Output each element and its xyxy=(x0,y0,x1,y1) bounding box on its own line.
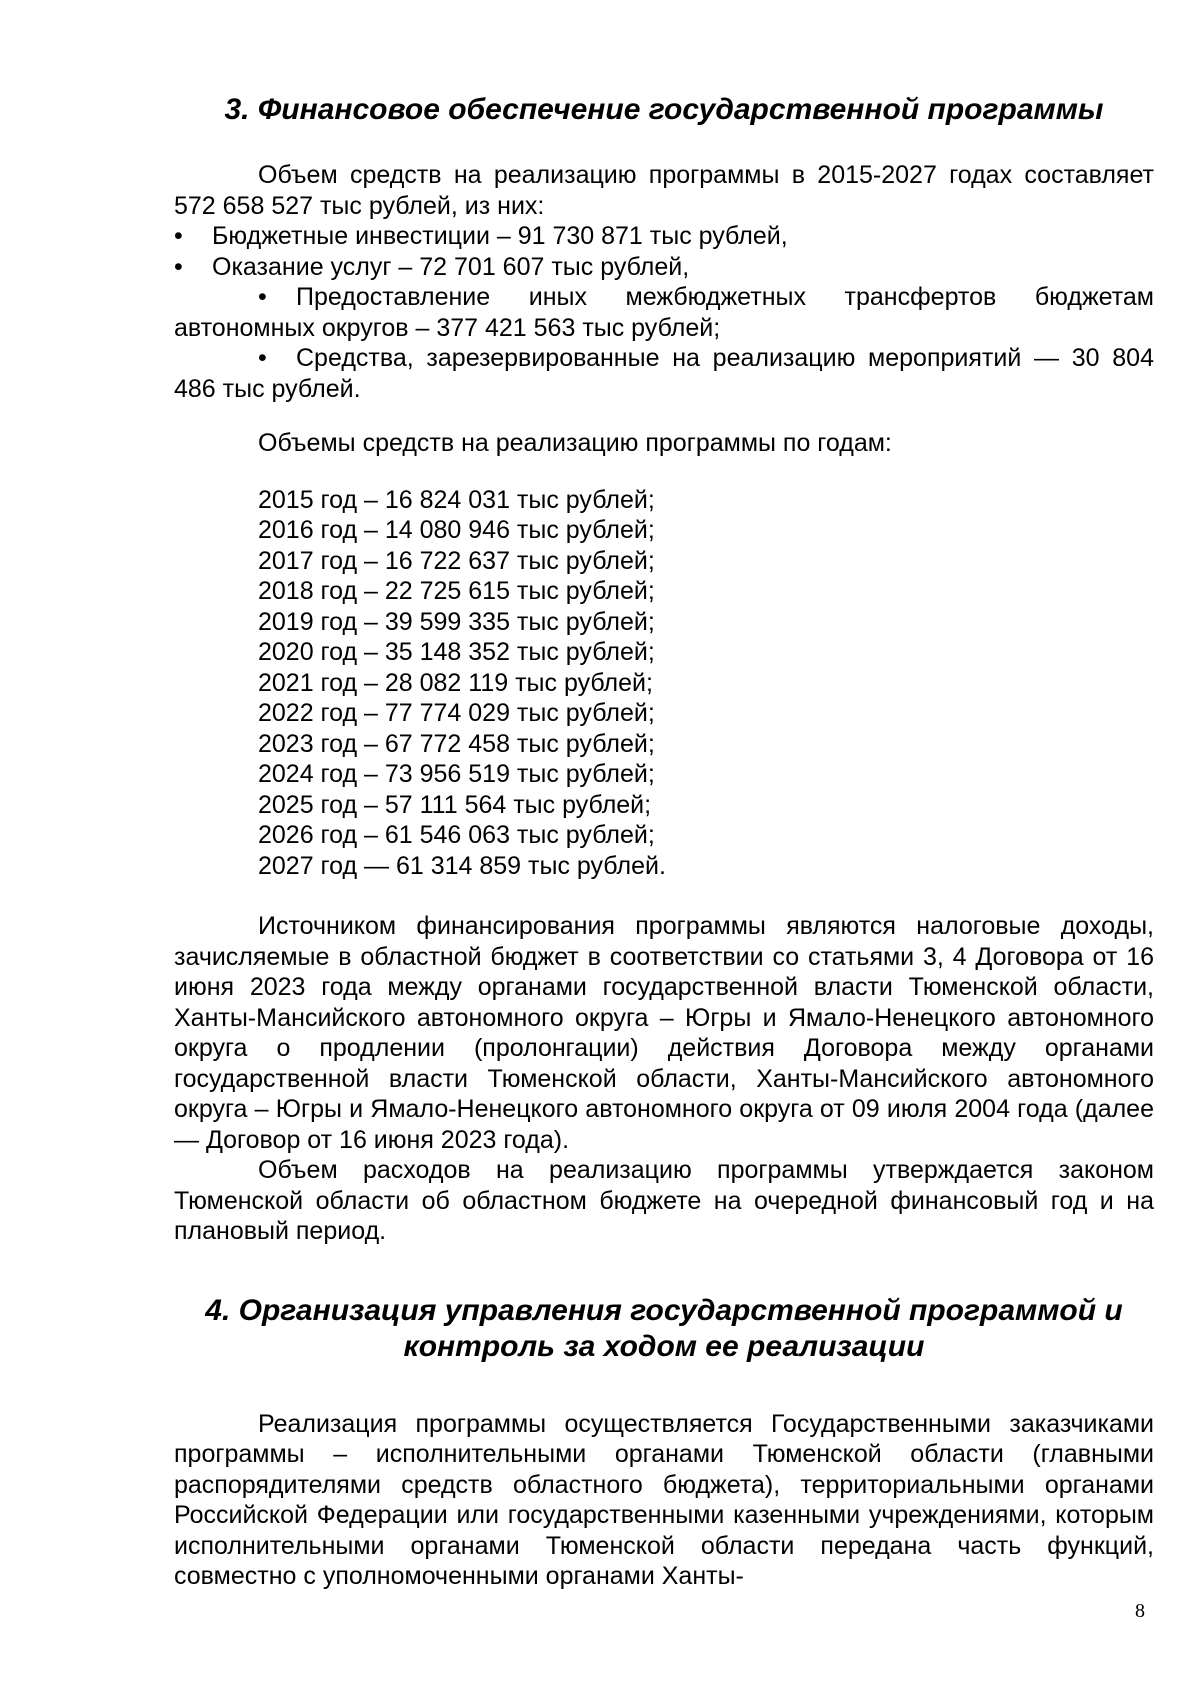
list-item-text: Оказание услуг – 72 701 607 тыс рублей, xyxy=(212,252,690,281)
year-row: 2025 год – 57 111 564 тыс рублей; xyxy=(258,790,652,819)
list-item-text: Бюджетные инвестиции – 91 730 871 тыс рублей, xyxy=(212,222,788,250)
bullet-icon: • xyxy=(258,283,267,311)
bullet-icon: • xyxy=(174,252,183,281)
funding-structure-list xyxy=(174,221,1154,404)
year-row: 2020 год – 35 148 352 тыс рублей; xyxy=(258,638,655,666)
year-row: 2019 год – 39 599 335 тыс рублей; xyxy=(258,607,655,636)
year-row: 2017 год – 16 722 637 тыс рублей; xyxy=(258,546,655,575)
year-row: 2015 год – 16 824 031 тыс рублей; xyxy=(258,485,655,514)
year-row: 2016 год – 14 080 946 тыс рублей; xyxy=(258,516,655,544)
page-number: 8 xyxy=(1135,1600,1145,1622)
bullet-icon: • xyxy=(174,222,183,250)
year-row: 2027 год — 61 314 859 тыс рублей. xyxy=(258,851,666,880)
year-row: 2026 год – 61 546 063 тыс рублей; xyxy=(258,821,655,849)
section-4-paragraph: Реализация программы осуществляется Государственными заказчиками программы – исполнительными органами Тюменской области (главными распорядителями средств областного бюджета), территориальными органами Российской Федерации или государственными казенными учреждениями, которым исполнительными органами Тюменской области передана часть функций, совместно с уполномоченными органами Ханты- xyxy=(174,1409,1154,1590)
year-row: 2024 год – 73 956 519 тыс рублей; xyxy=(258,760,655,788)
section-3-intro: Объем средств на реализацию программы в 2015-2027 годах составляет 572 658 527 тыс рублей, из них: xyxy=(174,161,1154,220)
list-item-text: Средства, зарезервированные на реализацию мероприятий — 30 804 486 тыс рублей. xyxy=(174,344,1154,403)
list-item xyxy=(174,221,1154,252)
year-row: 2018 год – 22 725 615 тыс рублей; xyxy=(258,577,655,605)
funding-by-year-list xyxy=(174,485,1154,882)
list-item xyxy=(174,343,1154,404)
expense-paragraph: Объем расходов на реализацию программы утверждается законом Тюменской области об областном бюджете на очередной финансовый год и на плановый период. xyxy=(174,1156,1154,1245)
list-item-text: Предоставление иных межбюджетных трансфертов бюджетам автономных округов – 377 421 563 тыс рублей; xyxy=(174,283,1154,342)
year-row: 2023 год – 67 772 458 тыс рублей; xyxy=(258,729,655,758)
year-row: 2021 год – 28 082 119 тыс рублей; xyxy=(258,668,653,697)
funding-source-paragraph: Источником финансирования программы являются налоговые доходы, зачисляемые в областной бюджет в соответствии со статьями 3, 4 Договора от 16 июня 2023 года между органами государственной власти Тюменской области, Ханты-Мансийского автономного округа – Югры и Ямало-Ненецкого автономного округа о продлении (пролонгации) действия Договора между органами государственной власти Тюменской области, Ханты-Мансийского автономного округа – Югры и Ямало-Ненецкого автономного округа от 09 июля 2004 года (далее — Договор от 16 июня 2023 года). xyxy=(174,912,1154,1154)
by-years-heading: Объемы средств на реализацию программы по годам: xyxy=(258,429,892,457)
section-4-title-line-2: контроль за ходом ее реализации xyxy=(403,1329,925,1363)
year-row: 2022 год – 77 774 029 тыс рублей; xyxy=(258,699,655,727)
page-content xyxy=(174,92,1154,1592)
section-3-title: 3. Финансовое обеспечение государственной программы xyxy=(224,93,1104,126)
bullet-icon: • xyxy=(258,344,267,372)
list-item xyxy=(174,252,1154,283)
list-item xyxy=(174,282,1154,343)
section-4-title xyxy=(174,1293,1154,1365)
section-4-title-line-1: 4. Организация управления государственной программой и xyxy=(205,1293,1123,1327)
